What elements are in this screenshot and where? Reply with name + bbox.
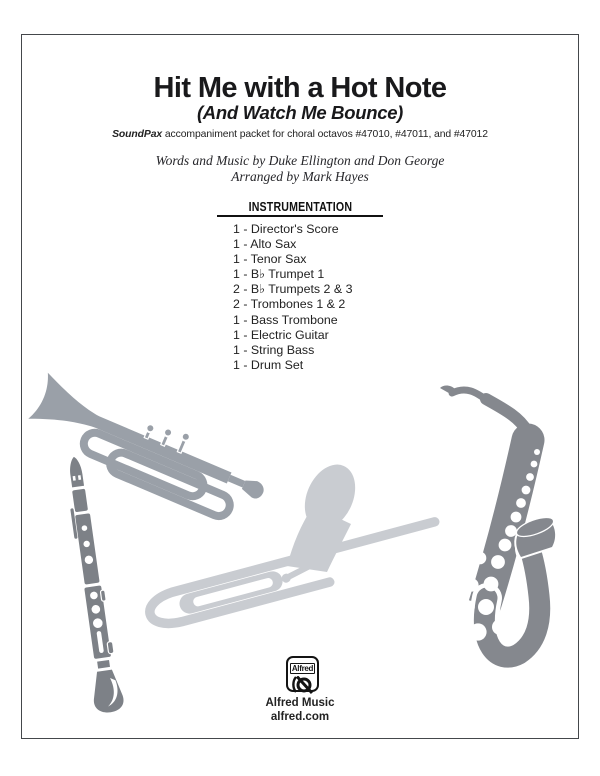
publisher-name: Alfred Music: [265, 697, 335, 709]
clarinet-icon: [60, 455, 125, 715]
publisher-website: alfred.com: [270, 711, 330, 723]
list-item: 1 - B♭ Trumpet 1: [233, 267, 325, 282]
list-item: 1 - Electric Guitar: [233, 327, 329, 342]
instrumentation-underline: [217, 215, 383, 217]
packet-brand: SoundPax: [112, 129, 163, 140]
trombone-icon: [146, 522, 443, 629]
saxophone-icon: [440, 385, 555, 657]
trumpet-icon: [22, 373, 273, 529]
packet-note: [0, 129, 600, 140]
list-item: 1 - Director's Score: [233, 222, 339, 236]
page-title: Hit Me with a Hot Note: [153, 72, 447, 104]
list-item: 1 - Drum Set: [233, 357, 304, 372]
alfred-logo-glyph-icon: [291, 676, 315, 694]
trombone-bell: [287, 457, 365, 572]
list-item: 1 - Bass Trombone: [233, 312, 338, 327]
page-subtitle: (And Watch Me Bounce): [196, 102, 404, 123]
list-item: 1 - String Bass: [233, 342, 315, 357]
alfred-logo-word: Alfred: [291, 664, 314, 673]
credits: [0, 153, 600, 185]
instrumentation-list: [233, 222, 352, 373]
list-item: 2 - Trombones 1 & 2: [233, 297, 346, 312]
credit-composers: Words and Music by Duke Ellington and Don George: [155, 153, 445, 168]
credit-arranger: Arranged by Mark Hayes: [231, 169, 369, 184]
list-item: 1 - Alto Sax: [233, 237, 297, 252]
instrumentation-heading: INSTRUMENTATION: [248, 199, 352, 214]
packet-text: accompaniment packet for choral octavos #47010, #47011, and #47012: [162, 129, 488, 140]
alfred-logo: [286, 656, 319, 692]
list-item: 2 - B♭ Trumpets 2 & 3: [233, 282, 353, 297]
list-item: 1 - Tenor Sax: [233, 252, 307, 267]
